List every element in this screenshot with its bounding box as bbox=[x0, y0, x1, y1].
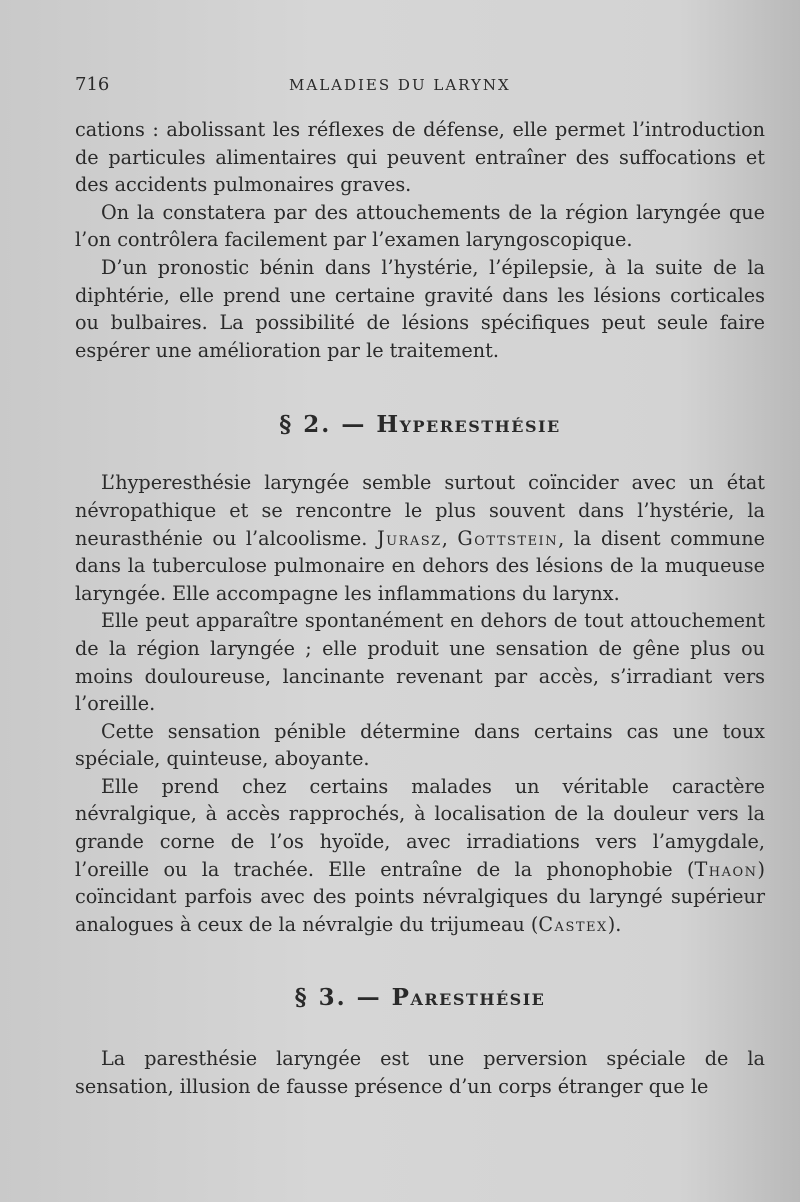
section-2-paragraph-2: Elle peut apparaître spontanément en dehors de tout attouchement de la région laryngée ; elle produit une sensation de gêne plus ou moins douloureuse, lancinante revenant par accès, s’irradiant vers l’oreille. bbox=[75, 609, 765, 716]
section-3-number: § 3. — bbox=[294, 984, 382, 1012]
paragraph-2: On la constatera par des attouchements de la région laryngée que l’on contrôlera facilement par l’examen laryngoscopique. bbox=[75, 200, 765, 252]
page-number: 716 bbox=[75, 74, 110, 95]
author-jurasz: Jurasz bbox=[376, 526, 442, 550]
section-2-title: Hyperesthésie bbox=[376, 411, 561, 439]
author-castex: Castex bbox=[538, 912, 608, 936]
section-3-title: Paresthésie bbox=[391, 984, 546, 1012]
section-3-heading bbox=[75, 959, 765, 1037]
author-gottstein: Gottstein bbox=[457, 526, 559, 550]
section-3-paragraph-1: La paresthésie laryngée est une perversion spéciale de la sensation, illusion de fausse présence d’un corps étranger que le bbox=[75, 1047, 765, 1099]
section-2-paragraph-1: L’hyperesthésie laryngée semble surtout coïncider avec un état névropathique et se rencontre le plus souvent dans l’hystérie, la neurasthénie ou l’alcoolisme. Jurasz, Gottstein, la disent commune dans la tuberculose pulmonaire en dehors des lésions de la muqueuse laryngée. Elle accompagne les inflammations du larynx. bbox=[75, 471, 765, 605]
section-2-paragraph-4: Elle prend chez certains malades un véritable caractère névralgique, à accès rapprochés, à localisation de la douleur vers la grande corne de l’os hyoïde, avec irradiations vers l’amygdale, l’oreille ou la trachée. Elle entraîne de la phonophobie (Thaon) coïncidant parfois avec des points névralgiques du laryngé supérieur analogues à ceux de la névralgie du trijumeau (Castex). bbox=[75, 774, 765, 936]
paragraph-1: cations : abolissant les réflexes de défense, elle permet l’introduction de particules alimentaires qui peuvent entraîner des suffocations et des accidents pulmonaires graves. bbox=[75, 118, 765, 197]
section-2-heading bbox=[75, 386, 765, 464]
running-title: MALADIES DU LARYNX bbox=[289, 76, 511, 94]
paragraph-3: D’un pronostic bénin dans l’hystérie, l’épilepsie, à la suite de la diphtérie, elle prend une certaine gravité dans les lésions corticales ou bulbaires. La possibilité de lésions spécifiques peut seule faire espérer une amélioration par le traitement. bbox=[75, 255, 765, 362]
page-body bbox=[75, 116, 765, 1101]
running-header bbox=[75, 74, 752, 98]
author-thaon: Thaon bbox=[694, 857, 758, 881]
section-2-paragraph-3: Cette sensation pénible détermine dans certains cas une toux spéciale, quinteuse, aboyante. bbox=[75, 719, 765, 771]
section-2-number: § 2. — bbox=[279, 411, 367, 439]
